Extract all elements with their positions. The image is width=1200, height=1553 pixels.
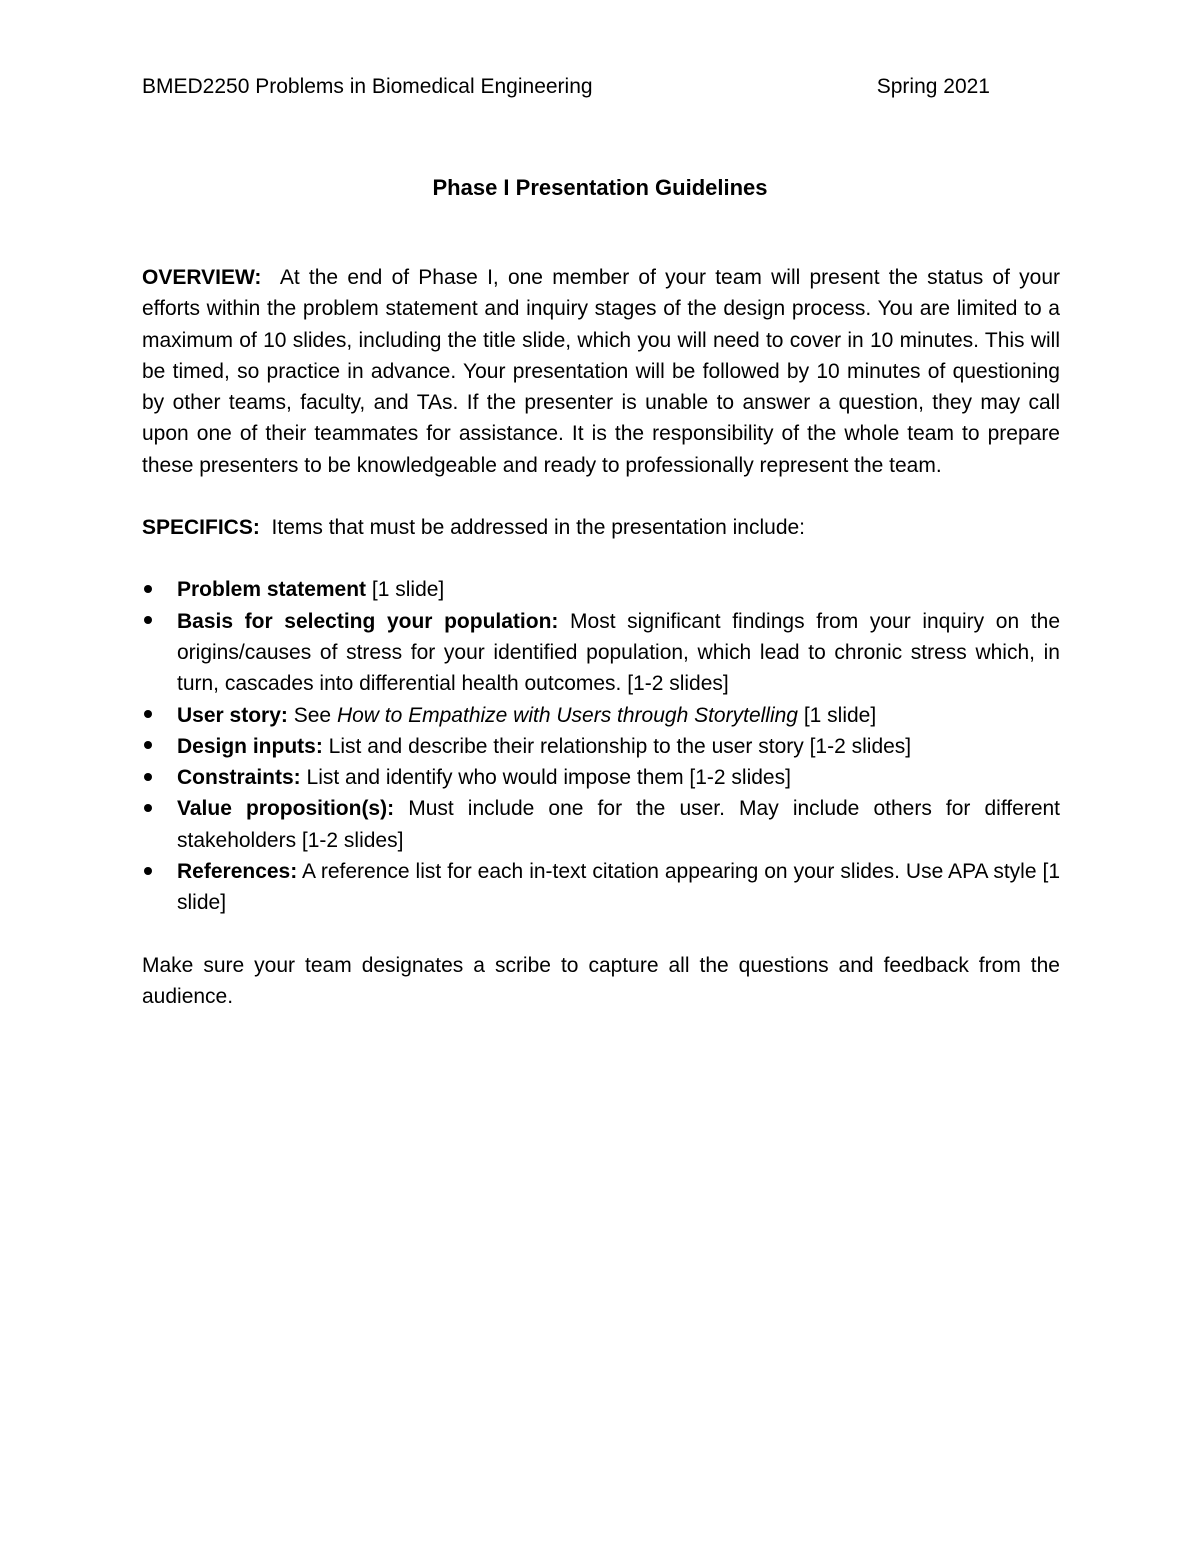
specifics-paragraph: [142, 512, 1060, 543]
requirements-list: [142, 574, 1060, 918]
overview-paragraph: [142, 262, 1060, 481]
item-label: References:: [177, 860, 298, 884]
list-item-value-propositions: [142, 793, 1060, 856]
item-reference-title: How to Empathize with Users through Storytelling: [336, 703, 798, 727]
bullet-icon: [142, 731, 154, 762]
item-text: [1 slide]: [797, 703, 877, 727]
item-text: A reference list for each in-text citation appearing on your slides. Use APA style [1 slide]: [177, 860, 1060, 915]
list-item-user-story: [142, 700, 1060, 731]
bullet-icon: [142, 762, 154, 793]
bullet-icon: [142, 606, 154, 637]
list-item-references: [142, 856, 1060, 919]
item-label: Problem statement: [177, 578, 367, 602]
list-item-constraints: [142, 762, 1060, 793]
bullet-icon: [142, 793, 154, 824]
item-text: List and identify who would impose them [1-2 slides]: [300, 766, 791, 790]
item-label: Basis for selecting your population:: [177, 609, 559, 633]
item-text: Must include one for the user. May include others for different stakeholders [1-2 slides]: [177, 797, 1061, 852]
bullet-icon: [142, 856, 154, 887]
document-body: [142, 262, 1060, 1012]
specifics-label: SPECIFICS:: [142, 516, 260, 540]
item-label: Design inputs:: [177, 734, 323, 758]
list-item-population-basis: [142, 606, 1060, 700]
item-text: See: [287, 703, 337, 727]
list-item-problem-statement: [142, 574, 1060, 605]
overview-label: OVERVIEW:: [142, 266, 262, 289]
item-text: List and describe their relationship to the user story [1-2 slides]: [322, 734, 912, 758]
page-header: [142, 72, 990, 102]
overview-text: At the end of Phase I, one member of your team will present the status of your efforts within the problem statement and inquiry stages of the design process. You are limited to a maximum of 10 slides, including the title slide, which you will need to cover in 10 minutes. This will be timed, so practice in advance. Your presentation will be followed by 10 minutes of questioning by other teams, faculty, and TAs. If the presenter is unable to answer a question, they may call upon one of their teammates for assistance. It is the responsibility of the whole team to prepare these presenters to be knowledgeable and ready to professionally represent the team.: [142, 266, 1060, 477]
item-text: [1 slide]: [366, 578, 445, 602]
item-label: Constraints:: [177, 766, 301, 790]
document-title: Phase I Presentation Guidelines: [432, 175, 768, 200]
term-label: Spring 2021: [876, 75, 990, 98]
item-text: Most significant findings from your inquiry on the origins/causes of stress for your identified population, which lead to chronic stress which, in turn, cascades into differential health outcomes. [1-2 slides]: [177, 609, 1060, 696]
item-label: User story:: [177, 703, 288, 727]
closing-paragraph: Make sure your team designates a scribe to capture all the questions and feedback from the audience.: [142, 953, 1060, 1008]
item-label: Value proposition(s):: [177, 797, 395, 821]
specifics-text: Items that must be addressed in the presentation include:: [271, 516, 806, 540]
list-item-design-inputs: [142, 731, 1060, 762]
bullet-icon: [142, 700, 154, 731]
bullet-icon: [142, 574, 154, 605]
course-title: BMED2250 Problems in Biomedical Engineering: [142, 75, 593, 98]
